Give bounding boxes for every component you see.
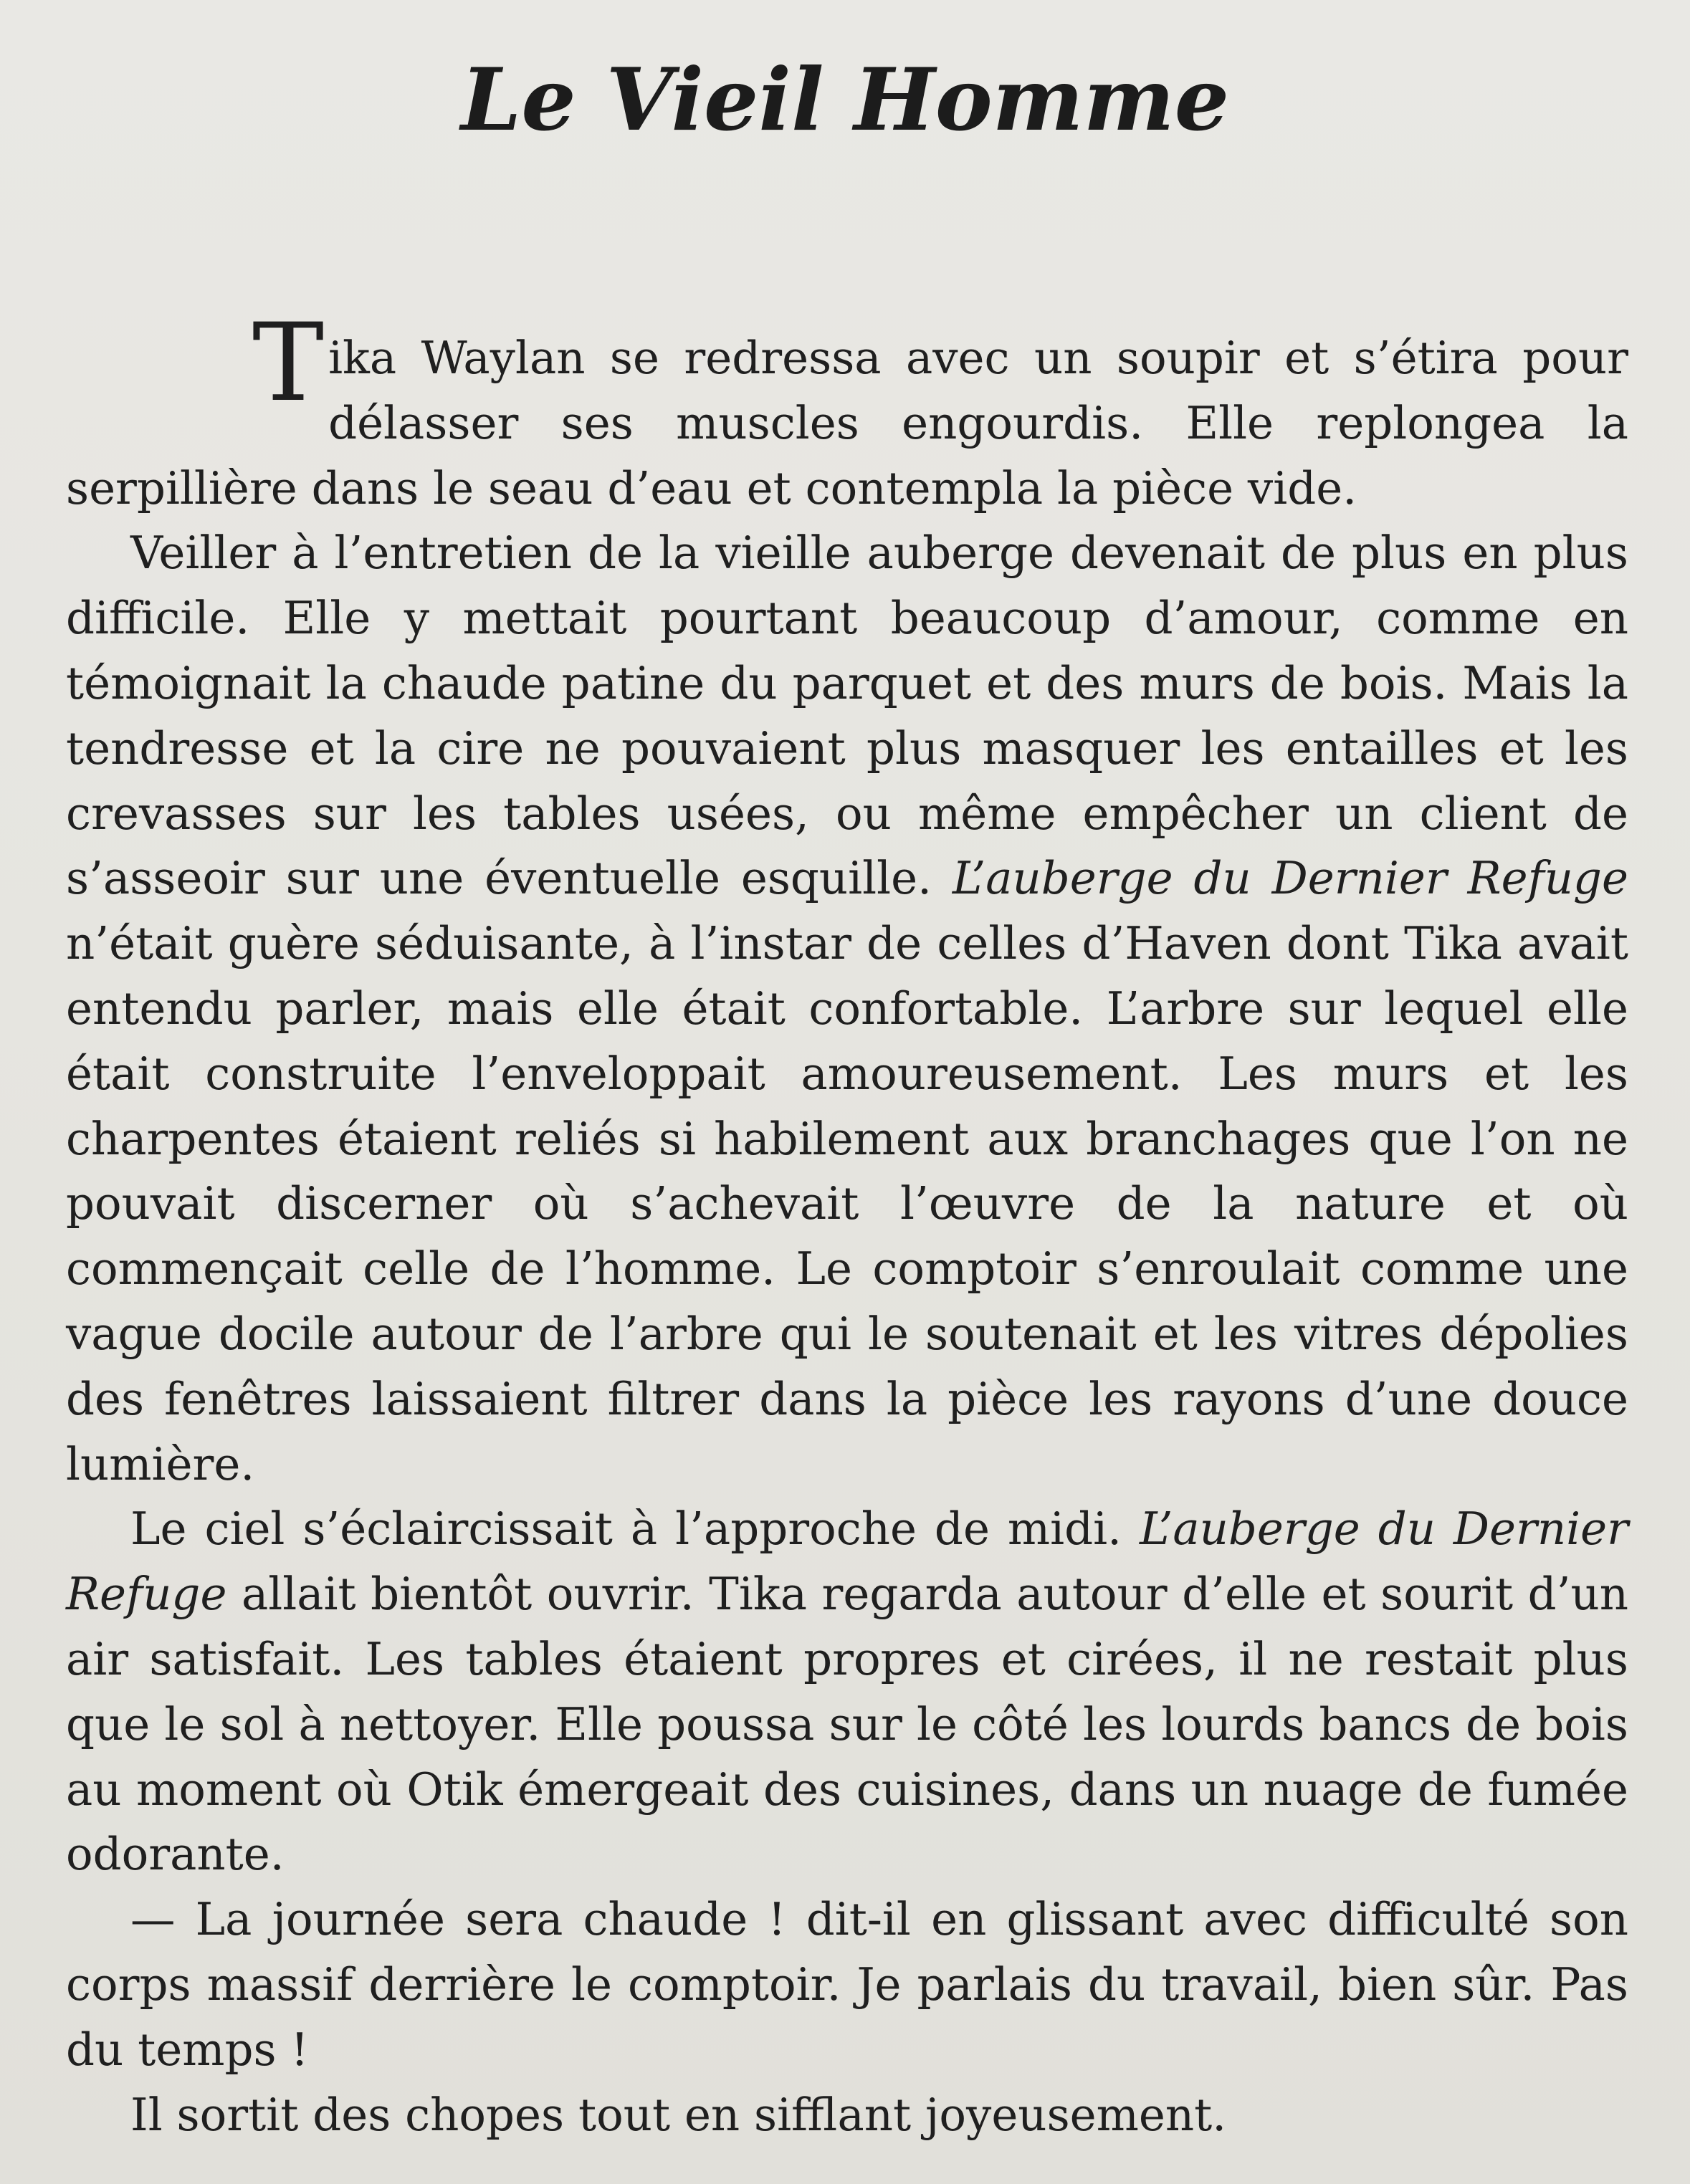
paragraph-2-text-a: Veiller à l’entretien de la vieille auberge devenait de plus en plus difficile. Elle y mettait pourtant beaucoup d’amour, comme en témoignait la chaude patine du parquet et des murs de bois. Mais la tendresse et la cire ne pouvaient plus masquer les entailles et les crevasses sur les tables usées, ou même empêcher un client de s’asseoir sur une éventuelle esquille. [66, 527, 1628, 905]
paragraph-1 [66, 258, 1628, 521]
chapter-body [66, 258, 1628, 2147]
paragraph-5 [66, 2083, 1628, 2148]
paragraph-4-text: — La journée sera chaude ! dit-il en glissant avec difficulté son corps massif derrière le comptoir. Je parlais du travail, bien sûr. Pas du temps ! [66, 1893, 1628, 2076]
drop-cap: T [252, 301, 325, 426]
paragraph-2 [66, 521, 1628, 1497]
paragraph-3-text-a: Le ciel s’éclaircissait à l’approche de midi. [130, 1503, 1122, 1556]
paragraph-4-dialogue [66, 1887, 1628, 2082]
paragraph-5-text: Il sortit des chopes tout en sifflant joyeusement. [130, 2088, 1227, 2141]
inn-name-italic: L’auberge du Dernier Refuge [66, 1503, 1628, 1621]
paragraph-3-text-b: allait bientôt ouvrir. Tika regarda autour d’elle et sourit d’un air satisfait. Les tables étaient propres et cirées, il ne restait plus que le sol à nettoyer. Elle poussa sur le côté les lourds bancs de bois au moment où Otik émergeait des cuisines, dans un nuage de fumée odorante. [66, 1568, 1629, 1881]
paragraph-2-text-b: n’était guère séduisante, à l’instar de celles d’Haven dont Tika avait entendu parler, mais elle était confortable. L’arbre sur lequel elle était construite l’enveloppait amoureusement. Les murs et les charpentes étaient reliés si habilement aux branchages que l’on ne pouvait discerner où s’achevait l’œuvre de la nature et où commençait celle de l’homme. Le comptoir s’enroulait comme une vague docile autour de l’arbre qui le soutenait et les vitres dépolies des fenêtres laissaient filtrer dans la pièce les rayons d’une douce lumière. [66, 917, 1628, 1490]
chapter-title: Le Vieil Homme [460, 49, 1230, 150]
inn-name-italic: L’auberge du Dernier Refuge [952, 852, 1629, 905]
paragraph-1-text: ika Waylan se redressa avec un soupir et s’étira pour délasser ses muscles engourdis. Elle replongea la serpillière dans le seau d’eau et contempla la pièce vide. [66, 332, 1628, 514]
paragraph-3 [66, 1497, 1628, 1887]
